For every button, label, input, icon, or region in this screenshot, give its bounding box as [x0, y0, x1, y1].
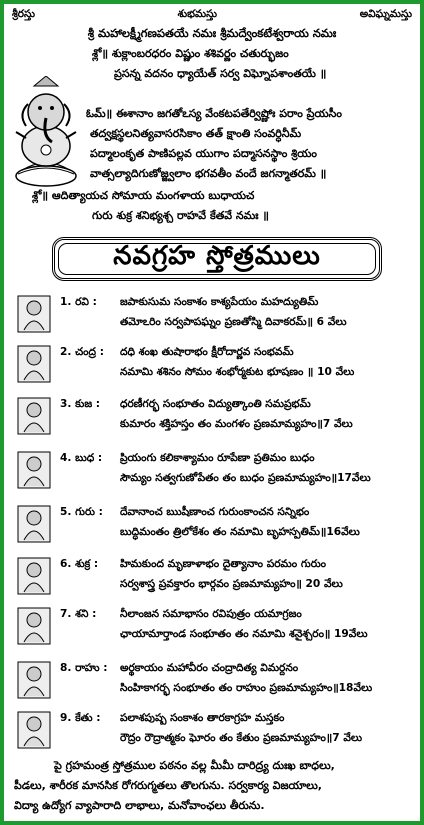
planet-line2: రౌద్రం రౌద్రాత్మకం ఘోరం తం కేతుం ప్రణమామ్యహం॥7 వేలు	[120, 731, 363, 744]
invocation-line: శ్రీ మహాలక్ష్మీగణపతయే నమః శ్రీమద్వేంకటేశ్వరాయ నమః	[87, 26, 337, 40]
sloka3-line2: గురు శుక్ర శనిభ్యశ్చ రాహవే కేతవే నమః ॥	[92, 209, 269, 222]
planet-label: 9. కేతు :	[60, 711, 101, 724]
planet-label: 8. రాహు :	[60, 661, 108, 674]
chandra-deity-icon	[16, 344, 52, 384]
planet-line1: పలాశపుష్ప సంకాశం తారకాగ్రహ మస్తకం	[120, 711, 285, 724]
planet-line2: నమామి శశినం సోమం శంభోర్మకుట భూషణం ॥ 10 వేలు	[120, 365, 355, 378]
planet-item-ketu	[12, 708, 424, 758]
planet-item-ravi	[12, 292, 424, 342]
planet-line2: సౌమ్యం సత్వగుణోపేతం తం బుధం ప్రణమామ్యహం॥17వేలు	[120, 471, 371, 484]
planet-item-shani	[12, 604, 424, 654]
footer-line1: పై గ్రహమంత్ర స్తోత్రముల పఠనం వల్ల మీమీ దారిద్ర్య దుఃఖ బాధలు,	[54, 759, 335, 772]
budha-deity-icon	[16, 450, 52, 490]
header-row	[12, 8, 412, 24]
ketu-deity-icon	[16, 710, 52, 750]
sloka2-line4: వాత్సల్యాదిగుణోజ్జ్వలాం భగవతీం వందే జగన్మాతరమ్ ॥	[90, 167, 327, 180]
planet-item-shukra	[12, 554, 424, 604]
planet-item-guru	[12, 502, 424, 552]
planet-line2: సర్వశాస్త్ర ప్రవక్తారం భార్గవం ప్రణమామ్యహం॥ 20 వేలు	[120, 577, 343, 590]
planet-line1: ధరణీగర్భ సంభూతం విద్యుత్కాంతి సమప్రభమ్	[120, 397, 311, 410]
header-left: శ్రీరస్తు	[12, 8, 36, 20]
planet-label: 2. చంద్ర :	[60, 345, 104, 358]
planet-line2: తమోఽరిం సర్వపాపఘ్నం ప్రణతోస్మి దివాకరమ్॥ 6 వేలు	[120, 315, 347, 328]
header-center: శుభమస్తు	[177, 8, 218, 20]
title-box	[52, 237, 382, 281]
page-title: నవగ్రహ స్తోత్రములు	[113, 241, 321, 271]
planet-line2: సింహికాగర్భ సంభూతం తం రాహుం ప్రణమామ్యహం॥18వేలు	[120, 681, 373, 694]
planet-line1: నీలాంజన సమాభాసం రవిపుత్రం యమాగ్రజం	[120, 607, 302, 620]
planet-label: 7. శని :	[60, 607, 97, 620]
footer-text	[14, 756, 412, 816]
sloka2-line2: తద్వక్షస్థలనిత్యవాసరసికాం తత్ క్షాంతి సంవర్ధినీమ్	[90, 127, 302, 140]
planet-item-rahu	[12, 658, 424, 708]
planet-line2: ఛాయామార్తాండ సంభూతం తం నమామి శనైశ్చరం॥ 19వేలు	[120, 627, 368, 640]
planet-label: 5. గురు :	[60, 505, 103, 518]
planet-item-budha	[12, 448, 424, 498]
shukra-deity-icon	[16, 556, 52, 596]
planet-line1: దేవానాంచ ఋషీణాంచ గురుంకాంచన సన్నిభం	[120, 505, 310, 518]
footer-line3: విద్యా ఉద్యోగ వ్యాపారాది లాభాలు, మనోవాంఛలు తీరును.	[14, 799, 265, 812]
planet-label: 1. రవి :	[60, 295, 97, 308]
sloka2-line3: పద్మాలంకృత పాణిపల్లవ యుగాం పద్మాసనస్థాం శ్రియం	[90, 147, 317, 160]
ravi-deity-icon	[16, 294, 52, 334]
planet-item-kuja	[12, 394, 424, 444]
planet-label: 4. బుధ :	[60, 451, 103, 464]
planet-line1: హిమకుంద మృణాళాభం దైత్యానాం పరమం గురుం	[120, 557, 327, 570]
planet-label: 6. శుక్ర :	[60, 557, 99, 570]
planet-line1: అర్థకాయం మహావీరం చంద్రాదిత్య విమర్దనం	[120, 661, 299, 674]
rahu-deity-icon	[16, 660, 52, 700]
kuja-deity-icon	[16, 396, 52, 436]
planet-line2: బుద్ధిమంతం త్రిలోకేశం తం నమామి బృహస్పతిమ్॥16వేలు	[120, 525, 360, 538]
sloka1-line2: ప్రసన్న వదనం ధ్యాయేత్ సర్వ విఘ్నోపశాంతయే ॥	[114, 67, 327, 80]
header-right: అవిఘ్నమస్తు	[359, 8, 412, 20]
planet-line1: ప్రియంగు కలికాశ్యామం రూపేణా ప్రతిమం బుధం	[120, 451, 315, 464]
planet-line1: దధి శంఖ తుషారాభం క్షీరోదార్ణవ సంభవమ్	[120, 345, 294, 358]
shani-deity-icon	[16, 606, 52, 646]
sloka3-line1: శ్లో॥ ఆదిత్యాయచ సోమాయ మంగళాయ బుధాయచ	[32, 189, 255, 202]
sloka2-line1: ఓమ్॥ ఈశానాం జగతోఽస్య వేంకటపతేర్విష్ణోః పరాం ప్రేయసీం	[86, 107, 342, 120]
planet-line2: కుమారం శక్తిహస్తం తం మంగళం ప్రణమామ్యహం॥7 వేలు	[120, 417, 353, 430]
ganesha-image	[12, 76, 80, 188]
planet-label: 3. కుజ :	[60, 397, 101, 410]
guru-deity-icon	[16, 504, 52, 544]
footer-line2: పీడలు, శారీరక మానసిక రోగరుగ్మతలు తొలగును. సర్వకార్య విజయాలు,	[14, 779, 322, 792]
planet-item-chandra	[12, 342, 424, 392]
sloka1-line1: శ్లో॥ శుక్లాంబరధరం విష్ణుం శశివర్ణం చతుర్భుజం	[92, 47, 289, 60]
planet-line1: జపాకుసుమ సంకాశం కాశ్యపేయం మహద్యుతిమ్	[120, 295, 319, 308]
